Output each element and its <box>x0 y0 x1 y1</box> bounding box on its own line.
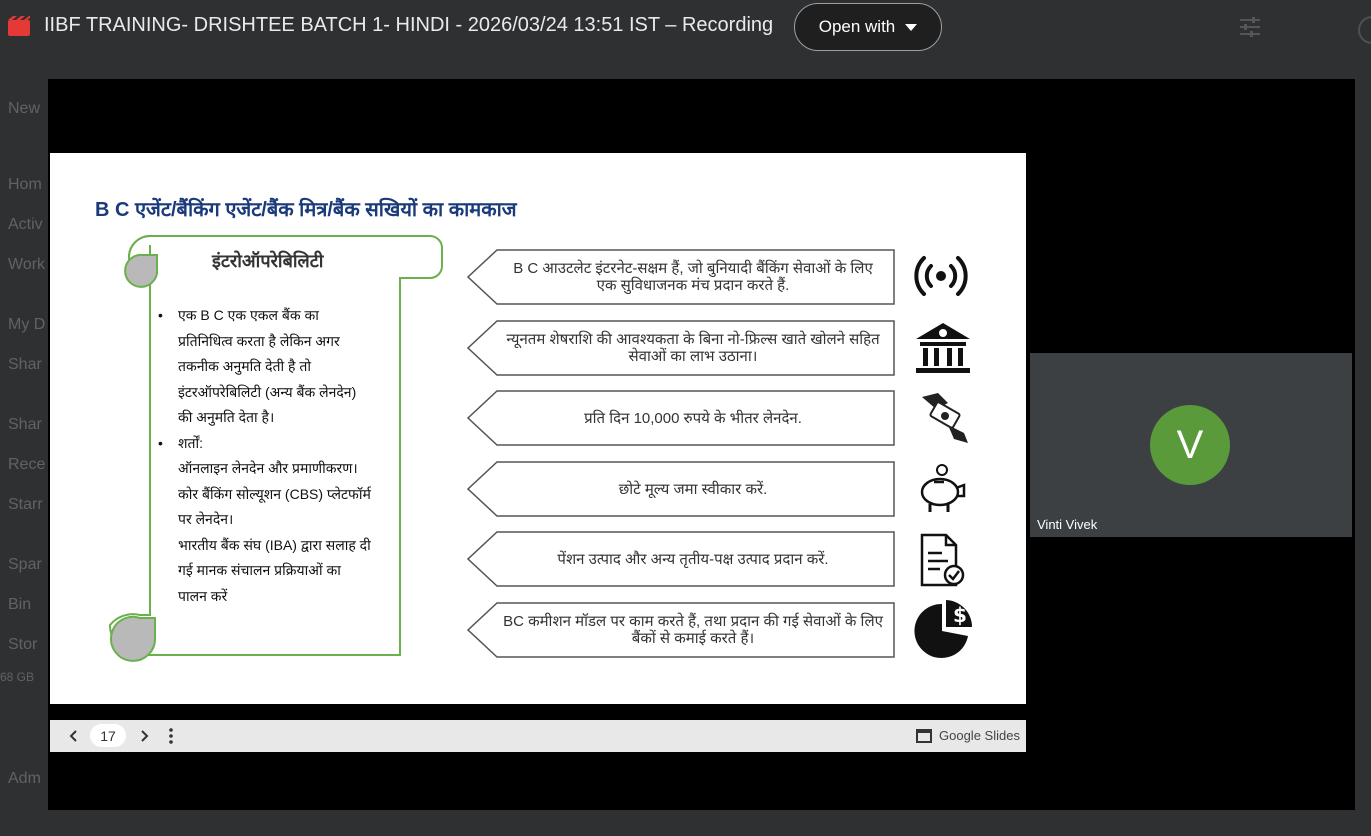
scroll-body <box>154 303 384 609</box>
video-player[interactable] <box>48 79 1355 810</box>
recording-title: IIBF TRAINING- DRISHTEE BATCH 1- HINDI - 2026/03/24 13:51 IST – Recording <box>44 14 774 36</box>
approved-document-icon <box>912 531 974 589</box>
piggy-bank-icon <box>912 460 974 518</box>
bg-sidebar-item: Shar <box>8 416 42 433</box>
feature-panel <box>467 531 895 587</box>
svg-text:$: $ <box>953 603 967 627</box>
open-with-label: Open with <box>818 17 896 36</box>
slides-toolbar <box>50 720 1026 752</box>
bg-sidebar-item: Work <box>8 256 46 273</box>
feature-text: B C आउटलेट इंटरनेट-सक्षम हैं, जो बुनियादी बैंकिंग सेवाओं के लिए एक सुविधाजनक मंच प्रदान करते हैं. <box>513 260 873 294</box>
video-file-icon <box>8 16 30 36</box>
scroll-line: इंटरऑपरेबिलिटी (अन्य बैंक लेनदेन) <box>178 383 357 400</box>
scroll-heading: इंटरोऑपरेबिलिटी <box>212 251 324 271</box>
slide-page-number[interactable]: 17 <box>90 724 126 747</box>
filter-settings-icon <box>1238 16 1262 38</box>
previous-slide-icon[interactable] <box>66 728 82 744</box>
bank-building-icon <box>912 319 974 377</box>
scroll-line: ऑनलाइन लेनदेन और प्रमाणीकरण। <box>178 460 358 476</box>
more-options-icon[interactable] <box>166 727 176 745</box>
wireless-signal-icon <box>912 247 974 305</box>
scroll-line: पालन करें <box>178 587 228 604</box>
bg-sidebar-item: Shar <box>8 356 42 373</box>
feature-panel <box>467 602 895 658</box>
scroll-line: की अनुमति देता है। <box>178 409 275 425</box>
scroll-line: • एक B C एक एकल बैंक का <box>154 303 384 329</box>
bg-sidebar-item: Starr <box>8 496 43 513</box>
feature-text: प्रति दिन 10,000 रुपये के भीतर लेनदेन. <box>584 409 802 427</box>
open-with-button[interactable] <box>794 3 942 51</box>
bg-sidebar-item: New <box>8 100 41 117</box>
google-slides-label: Google Slides <box>939 728 1020 743</box>
slide-title: B C एजेंट/बैंकिंग एजेंट/बैंक मित्र/बैंक सखियों का कामकाज <box>95 199 517 221</box>
feature-text: न्यूनतम शेषराशि की आवश्यकता के बिना नो-फ्रिल्स खाते खोलने सहित सेवाओं का लाभ उठाना। <box>506 331 880 365</box>
participant-name: Vinti Vivek <box>1037 517 1098 532</box>
presentation-slide <box>50 153 1026 704</box>
google-slides-icon <box>916 728 932 744</box>
feature-text: छोटे मूल्य जमा स्वीकार करें. <box>618 480 768 498</box>
bg-sidebar-item: My D <box>8 316 46 333</box>
participant-avatar: V <box>1150 405 1230 485</box>
feature-panel <box>467 461 895 517</box>
bg-sidebar-item: 68 GB <box>0 670 35 684</box>
caret-down-icon <box>905 24 917 31</box>
background-drive-sidebar <box>0 56 48 836</box>
scroll-line: गई मानक संचालन प्रक्रियाओं का <box>178 562 341 578</box>
next-slide-icon[interactable] <box>136 728 152 744</box>
scroll-line: पर लेनदेन। <box>178 511 234 527</box>
scroll-line: कोर बैंकिंग सोल्यूशन (CBS) प्लेटफॉर्म <box>178 485 371 502</box>
feature-panel <box>467 320 895 376</box>
viewer-top-bar <box>0 0 1371 56</box>
feature-panel <box>467 390 895 446</box>
bg-sidebar-item: Adm <box>8 770 41 787</box>
bg-sidebar-item: Stor <box>8 636 38 653</box>
feature-text: पेंशन उत्पाद और अन्य तृतीय-पक्ष उत्पाद प्रदान करें. <box>557 550 829 568</box>
bg-sidebar-item: Hom <box>8 176 42 193</box>
feature-panel <box>467 249 895 305</box>
scroll-line: • शर्तों: <box>154 431 384 457</box>
bg-sidebar-item: Spar <box>8 556 42 573</box>
scroll-line: भारतीय बैंक संघ (IBA) द्वारा सलाह दी <box>178 536 371 553</box>
scroll-line: तकनीक अनुमति देती है तो <box>178 358 311 374</box>
participant-tile <box>1030 353 1352 537</box>
bg-sidebar-item: Activ <box>8 216 43 233</box>
dollar-pie-chart-icon <box>912 600 974 658</box>
bg-sidebar-item: Bin <box>8 596 32 613</box>
account-icon <box>1358 16 1371 44</box>
cash-handover-icon <box>912 389 974 447</box>
scroll-line: प्रतिनिधित्व करता है लेकिन अगर <box>178 332 340 349</box>
bg-sidebar-item: Rece <box>8 456 46 473</box>
feature-text: BC कमीशन मॉडल पर काम करते हैं, तथा प्रदान की गई सेवाओं के लिए बैंकों से कमाई करते हैं। <box>503 613 883 647</box>
